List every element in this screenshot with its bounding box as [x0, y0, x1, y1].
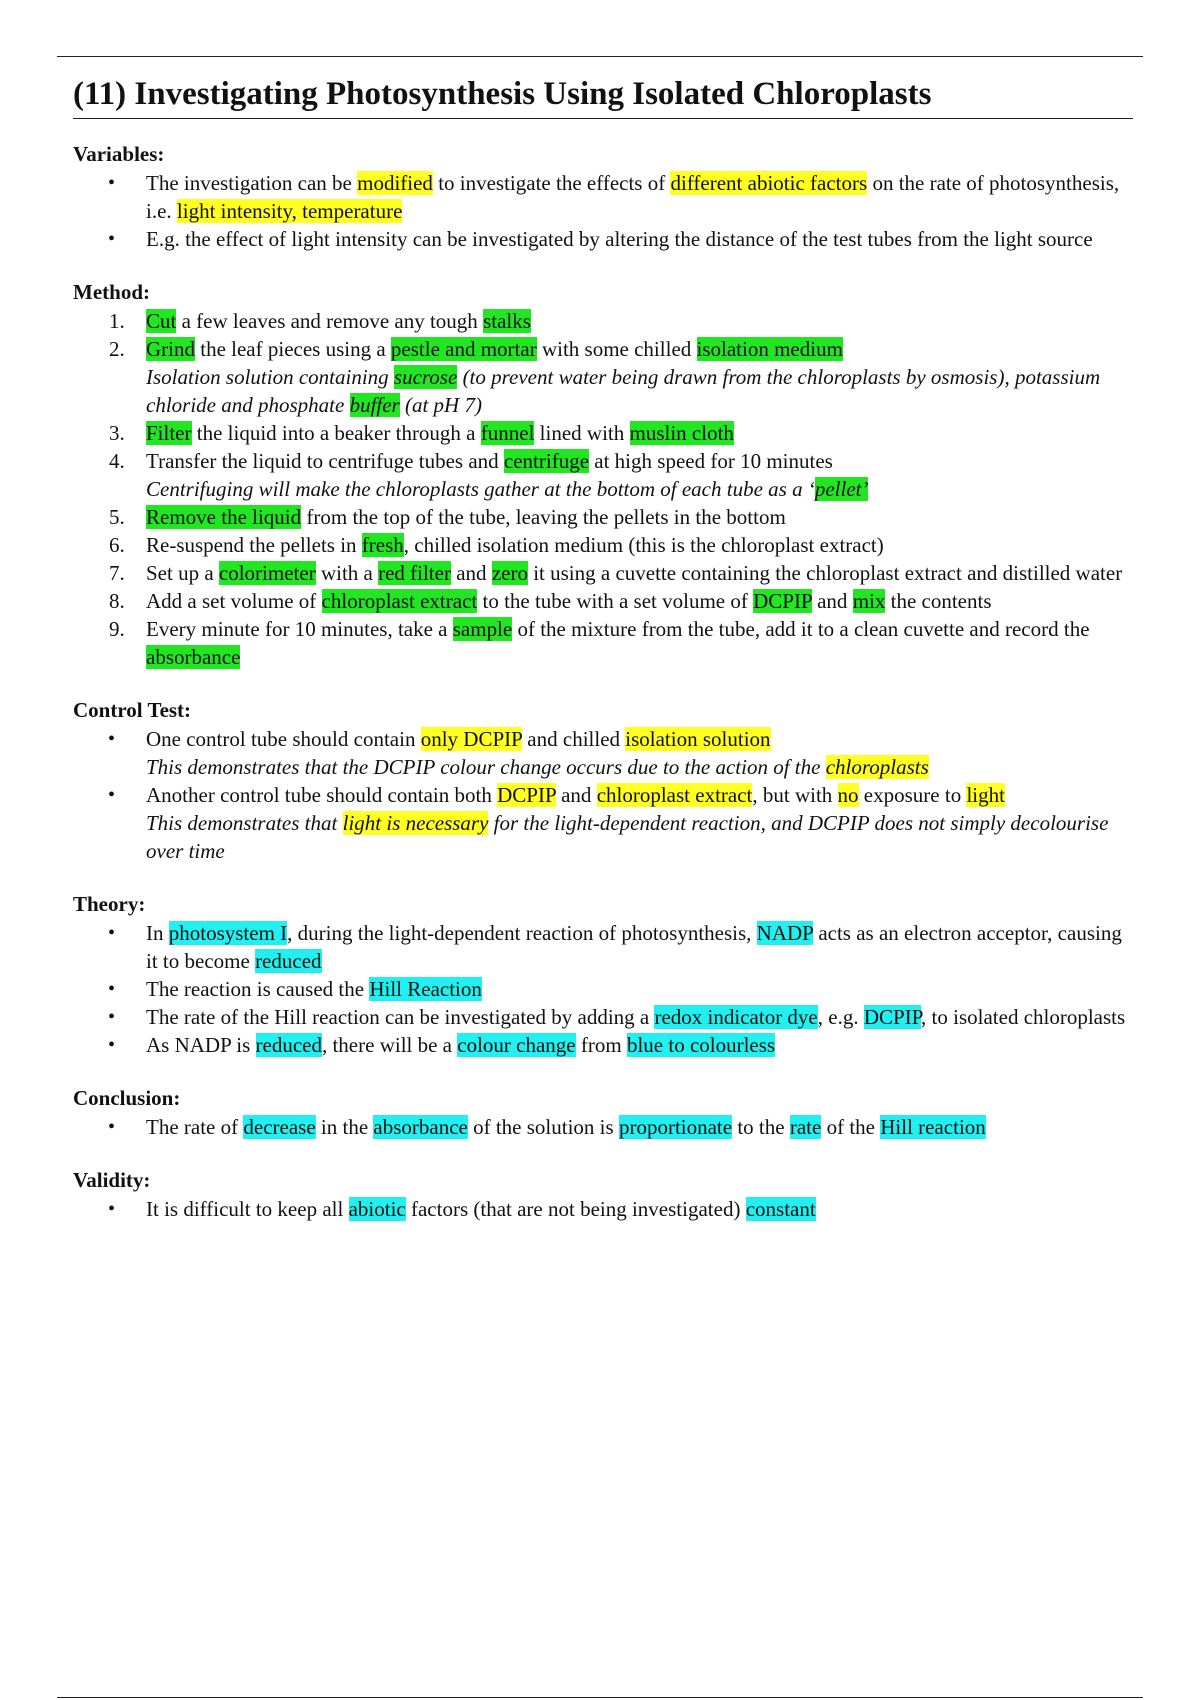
highlighted-text: constant	[745, 1197, 816, 1221]
text-run: at high speed for 10 minutes	[589, 449, 833, 473]
item-number: 9.	[109, 617, 125, 641]
highlighted-text: sample	[452, 617, 513, 641]
highlighted-text: redox indicator dye	[654, 1005, 818, 1029]
theory-list	[73, 919, 1133, 1059]
highlighted-text: muslin cloth	[629, 421, 734, 445]
highlighted-text: centrifuge	[503, 449, 590, 473]
text-run: lined with	[534, 421, 630, 445]
sections-container	[73, 141, 1133, 1223]
highlighted-text: absorbance	[373, 1115, 468, 1139]
item-number: 1.	[109, 309, 125, 333]
highlighted-text: sucrose	[393, 365, 458, 389]
list-item	[146, 1113, 1133, 1141]
text-run: of the solution is	[467, 1115, 619, 1139]
top-rule	[57, 56, 1143, 57]
text-run: and	[450, 561, 492, 585]
text-run: and	[555, 783, 597, 807]
text-run: Centrifuging will make the chloroplasts gather at the bottom of each tube as a ‘	[146, 477, 815, 501]
highlighted-text: zero	[491, 561, 528, 585]
list-item	[109, 335, 1133, 419]
highlighted-text: DCPIP	[497, 783, 556, 807]
text-run: factors (that are not being investigated)	[405, 1197, 746, 1221]
highlighted-text: light is necessary	[342, 811, 489, 835]
list-item	[109, 587, 1133, 615]
highlighted-text: Cut	[146, 309, 177, 333]
list-item	[146, 781, 1133, 865]
highlighted-text: light	[966, 783, 1005, 807]
list-item	[109, 531, 1133, 559]
text-run: (to prevent water being drawn from the chloroplasts by osmosis), potassium chloride and phosphate	[146, 365, 1101, 417]
section-heading: Conclusion:	[73, 1086, 181, 1110]
text-run: it using a cuvette containing the chloroplast extract and distilled water	[527, 561, 1123, 585]
text-run: of the mixture from the tube, add it to a clean cuvette and record the	[512, 617, 1090, 641]
text-run: This demonstrates that the DCPIP colour change occurs due to the action of the	[146, 755, 826, 779]
highlighted-text: blue to colourless	[626, 1033, 776, 1057]
text-run: Add a set volume of	[146, 589, 322, 613]
highlighted-text: Filter	[146, 421, 192, 445]
text-run: to the	[732, 1115, 790, 1139]
highlighted-text: absorbance	[146, 645, 241, 669]
item-number: 8.	[109, 589, 125, 613]
text-run: , there will be a	[321, 1033, 458, 1057]
highlighted-text: chloroplast extract	[596, 783, 753, 807]
text-run: The investigation can be	[146, 171, 358, 195]
italic-note	[146, 753, 1133, 781]
item-number: 6.	[109, 533, 125, 557]
item-number: 2.	[109, 337, 125, 361]
text-run: acts as an electron acceptor, causing it to become	[146, 921, 1122, 973]
highlighted-text: Hill reaction	[880, 1115, 986, 1139]
list-item	[146, 1031, 1133, 1059]
text-run: for the light-dependent reaction, and DCPIP does not simply decolourise over time	[146, 811, 1109, 863]
text-run: It is difficult to keep all	[146, 1197, 349, 1221]
italic-note	[146, 809, 1133, 865]
section-heading: Control Test:	[73, 698, 192, 722]
item-number: 3.	[109, 421, 125, 445]
text-run: In	[146, 921, 169, 945]
section-heading: Validity:	[73, 1168, 151, 1192]
text-run: , chilled isolation medium (this is the chloroplast extract)	[403, 533, 884, 557]
text-run: The reaction is caused the	[146, 977, 370, 1001]
text-run: Isolation solution containing	[146, 365, 394, 389]
list-item	[109, 307, 1133, 335]
text-run: , but with	[752, 783, 838, 807]
highlighted-text: reduced	[255, 949, 322, 973]
bottom-rule	[57, 1697, 1143, 1698]
section-heading: Method:	[73, 280, 150, 304]
control-list	[73, 725, 1133, 865]
validity-list	[73, 1195, 1133, 1223]
text-run: E.g. the effect of light intensity can be investigated by altering the distance of the test tubes from the light source	[146, 227, 1093, 251]
list-item	[109, 503, 1133, 531]
variables-list	[73, 169, 1133, 253]
highlighted-text: chloroplast extract	[321, 589, 478, 613]
text-run: on the rate of photosynthesis, i.e.	[146, 171, 1120, 223]
italic-note	[146, 475, 1133, 503]
text-run: This demonstrates that	[146, 811, 343, 835]
highlighted-text: mix	[852, 589, 886, 613]
highlighted-text: proportionate	[618, 1115, 733, 1139]
text-run: the leaf pieces using a	[195, 337, 391, 361]
highlighted-text: modified	[357, 171, 433, 195]
section-validity	[73, 1167, 1133, 1223]
highlighted-text: rate	[789, 1115, 822, 1139]
section-control	[73, 697, 1133, 865]
text-run: Set up a	[146, 561, 219, 585]
highlighted-text: chloroplasts	[825, 755, 929, 779]
list-item	[146, 1003, 1133, 1031]
highlighted-text: DCPIP	[863, 1005, 922, 1029]
text-run: , to isolated chloroplasts	[921, 1005, 1126, 1029]
section-heading: Variables:	[73, 142, 165, 166]
section-conclusion	[73, 1085, 1133, 1141]
section-variables	[73, 141, 1133, 253]
highlighted-text: Grind	[146, 337, 195, 361]
text-run: of the	[821, 1115, 881, 1139]
text-run: Another control tube should contain both	[146, 783, 498, 807]
text-run: , during the light-dependent reaction of photosynthesis,	[287, 921, 757, 945]
highlighted-text: fresh	[361, 533, 404, 557]
text-run: in the	[315, 1115, 374, 1139]
highlighted-text: stalks	[483, 309, 531, 333]
text-run: to the tube with a set volume of	[477, 589, 754, 613]
list-item	[146, 225, 1133, 253]
text-run: the liquid into a beaker through a	[191, 421, 481, 445]
method-list	[73, 307, 1133, 671]
highlighted-text: Remove the liquid	[146, 505, 302, 529]
list-item	[146, 1195, 1133, 1223]
text-run: a few leaves and remove any tough	[176, 309, 484, 333]
highlighted-text: isolation solution	[625, 727, 771, 751]
text-run: Re-suspend the pellets in	[146, 533, 362, 557]
highlighted-text: abiotic	[348, 1197, 406, 1221]
section-heading: Theory:	[73, 892, 146, 916]
text-run: to investigate the effects of	[432, 171, 671, 195]
text-run: One control tube should contain	[146, 727, 421, 751]
text-run: Every minute for 10 minutes, take a	[146, 617, 453, 641]
item-number: 5.	[109, 505, 125, 529]
list-item	[109, 559, 1133, 587]
text-run: (at pH 7)	[399, 393, 482, 417]
list-item	[109, 615, 1133, 671]
highlighted-text: colorimeter	[218, 561, 316, 585]
list-item	[146, 725, 1133, 781]
highlighted-text: pestle and mortar	[390, 337, 537, 361]
text-run: The rate of	[146, 1115, 244, 1139]
highlighted-text: light intensity, temperature	[176, 199, 403, 223]
highlighted-text: buffer	[349, 393, 400, 417]
highlighted-text: photosystem I	[168, 921, 288, 945]
document-page	[73, 72, 1133, 1223]
section-method	[73, 279, 1133, 671]
italic-note	[146, 363, 1133, 419]
text-run: with a	[315, 561, 379, 585]
highlighted-text: Hill Reaction	[369, 977, 482, 1001]
text-run: and chilled	[522, 727, 626, 751]
text-run: Transfer the liquid to centrifuge tubes and	[146, 449, 504, 473]
list-item	[146, 169, 1133, 225]
list-item	[146, 919, 1133, 975]
highlighted-text: decrease	[243, 1115, 316, 1139]
text-run: , e.g.	[817, 1005, 864, 1029]
highlighted-text: DCPIP	[753, 589, 812, 613]
highlighted-text: isolation medium	[696, 337, 843, 361]
text-run: with some chilled	[536, 337, 697, 361]
highlighted-text: red filter	[378, 561, 451, 585]
highlighted-text: no	[837, 783, 859, 807]
text-run: and	[811, 589, 853, 613]
list-item	[109, 419, 1133, 447]
item-number: 7.	[109, 561, 125, 585]
highlighted-text: funnel	[480, 421, 535, 445]
highlighted-text: pellet’	[814, 477, 869, 501]
highlighted-text: NADP	[756, 921, 814, 945]
conclusion-list	[73, 1113, 1133, 1141]
text-run: As NADP is	[146, 1033, 256, 1057]
item-number: 4.	[109, 449, 125, 473]
list-item	[109, 447, 1133, 503]
highlighted-text: only DCPIP	[420, 727, 523, 751]
section-theory	[73, 891, 1133, 1059]
highlighted-text: colour change	[457, 1033, 576, 1057]
page-title: (11) Investigating Photosynthesis Using Isolated Chloroplasts	[73, 72, 1133, 119]
text-run: from the top of the tube, leaving the pellets in the bottom	[301, 505, 786, 529]
text-run: exposure to	[858, 783, 967, 807]
text-run: the contents	[885, 589, 992, 613]
text-run: The rate of the Hill reaction can be investigated by adding a	[146, 1005, 655, 1029]
text-run: from	[575, 1033, 627, 1057]
list-item	[146, 975, 1133, 1003]
highlighted-text: different abiotic factors	[670, 171, 868, 195]
highlighted-text: reduced	[255, 1033, 322, 1057]
